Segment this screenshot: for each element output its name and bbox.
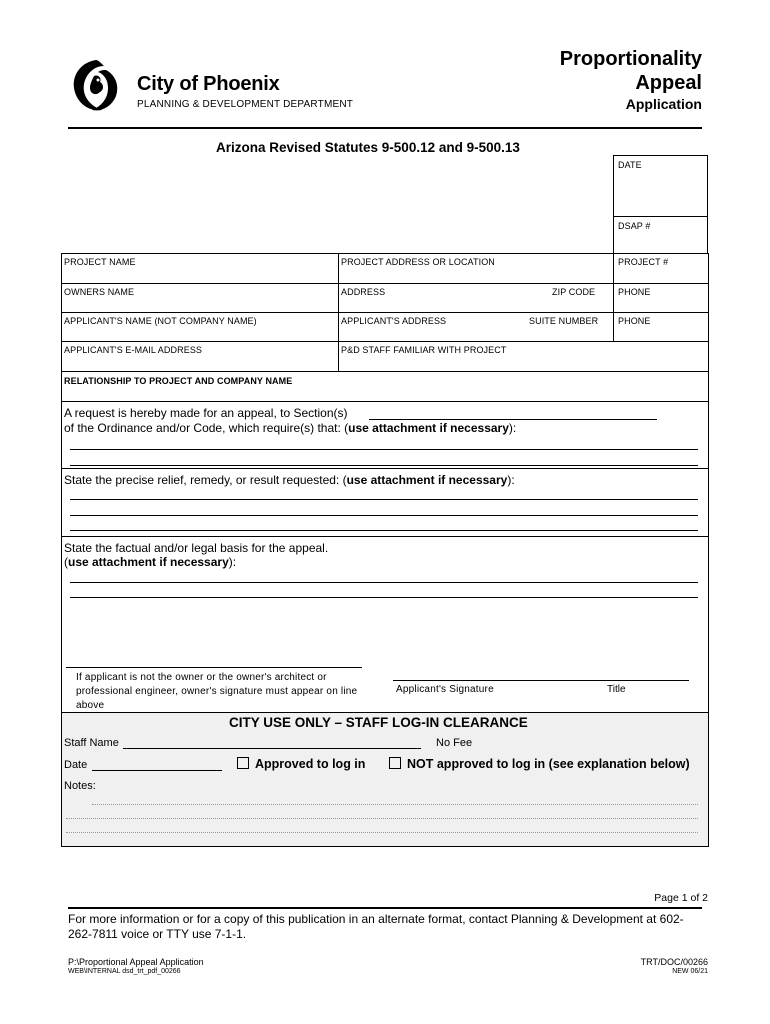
zip-code-label: ZIP CODE bbox=[552, 287, 596, 297]
doc-code: TRT/DOC/00266 bbox=[640, 957, 708, 967]
staff-familiar-field[interactable] bbox=[339, 342, 708, 371]
request-answer-line[interactable] bbox=[70, 449, 698, 450]
no-fee-label: No Fee bbox=[436, 737, 473, 749]
notes-line[interactable] bbox=[92, 804, 698, 805]
basis-attachment-note: use attachment if necessary bbox=[68, 555, 229, 569]
relief-attachment-suffix: ): bbox=[507, 473, 515, 487]
owner-signature-line[interactable] bbox=[66, 667, 362, 668]
relationship-field[interactable] bbox=[62, 372, 708, 401]
staff-name-label: Staff Name bbox=[64, 737, 119, 749]
form-subtitle: Application bbox=[625, 96, 702, 112]
attachment-suffix: ): bbox=[508, 421, 517, 435]
attachment-note: use attachment if necessary bbox=[348, 421, 509, 435]
date-label: DATE bbox=[618, 160, 642, 170]
owner-phone-label: PHONE bbox=[618, 287, 651, 297]
request-text: A request is hereby made for an appeal, to Section(s) bbox=[64, 406, 348, 420]
applicant-address-label: APPLICANT'S ADDRESS bbox=[341, 316, 447, 326]
basis-attachment bbox=[64, 555, 236, 569]
web-path: WEB\INTERNAL dsd_trt_pdf_00266 bbox=[68, 968, 181, 975]
date-box[interactable] bbox=[613, 155, 708, 217]
not-approved-checkbox-icon[interactable] bbox=[389, 757, 401, 769]
form-title-line1: Proportionality bbox=[559, 48, 702, 70]
staff-name-input[interactable] bbox=[123, 748, 421, 749]
project-name-label: PROJECT NAME bbox=[64, 257, 136, 267]
owners-name-label: OWNERS NAME bbox=[64, 287, 135, 297]
applicant-signature-line[interactable] bbox=[393, 680, 689, 681]
basis-answer-line[interactable] bbox=[70, 597, 698, 598]
city-use-panel bbox=[62, 713, 708, 846]
row-divider bbox=[61, 401, 709, 402]
page-number: Page 1 of 2 bbox=[654, 892, 708, 904]
basis-prompt: State the factual and/or legal basis for the appeal. bbox=[64, 541, 329, 555]
request-answer-line[interactable] bbox=[70, 465, 698, 466]
owner-phone-field[interactable] bbox=[614, 284, 708, 312]
date-label: Date bbox=[64, 759, 88, 771]
applicant-name-field[interactable] bbox=[62, 313, 338, 341]
applicant-address-field[interactable] bbox=[339, 313, 613, 341]
relationship-label: RELATIONSHIP TO PROJECT AND COMPANY NAME bbox=[64, 376, 293, 386]
applicant-name-label: APPLICANT'S NAME (NOT COMPANY NAME) bbox=[64, 316, 257, 326]
owners-name-field[interactable] bbox=[62, 284, 338, 312]
dept-name: PLANNING & DEVELOPMENT DEPARTMENT bbox=[137, 99, 354, 110]
section-input-line[interactable] bbox=[369, 419, 657, 420]
applicant-signature-label: Applicant's Signature bbox=[396, 684, 494, 695]
owner-address-label: ADDRESS bbox=[341, 287, 386, 297]
row-divider bbox=[61, 468, 709, 469]
request-line2 bbox=[64, 421, 516, 435]
relief-answer-line[interactable] bbox=[70, 515, 698, 516]
approved-option[interactable] bbox=[237, 757, 365, 771]
relief-answer-line[interactable] bbox=[70, 499, 698, 500]
notes-line[interactable] bbox=[66, 818, 698, 819]
not-approved-option[interactable] bbox=[389, 757, 690, 771]
project-number-field[interactable] bbox=[614, 254, 708, 283]
applicant-email-field[interactable] bbox=[62, 342, 338, 371]
project-name-field[interactable] bbox=[62, 254, 338, 283]
owner-address-field[interactable] bbox=[339, 284, 613, 312]
row-divider bbox=[61, 536, 709, 537]
suite-number-label: SUITE NUMBER bbox=[529, 316, 599, 326]
basis-attachment-suffix: ): bbox=[228, 555, 237, 569]
relief-prompt bbox=[64, 473, 515, 487]
basis-answer-line[interactable] bbox=[70, 582, 698, 583]
approved-checkbox-icon[interactable] bbox=[237, 757, 249, 769]
relief-attachment-note: use attachment if necessary bbox=[346, 473, 508, 487]
footer-rule bbox=[68, 907, 702, 909]
date-input[interactable] bbox=[92, 770, 222, 771]
notes-label: Notes: bbox=[64, 780, 96, 792]
request-line1 bbox=[64, 406, 348, 420]
file-path: P:\Proportional Appeal Application bbox=[68, 957, 204, 967]
applicant-phone-field[interactable] bbox=[614, 313, 708, 341]
dsap-box[interactable] bbox=[613, 216, 708, 254]
project-address-field[interactable] bbox=[339, 254, 613, 283]
header-rule bbox=[68, 127, 702, 129]
revision-date: NEW 06/21 bbox=[672, 968, 708, 975]
org-name: City of Phoenix bbox=[137, 73, 280, 95]
project-number-label: PROJECT # bbox=[618, 257, 669, 267]
not-approved-label: NOT approved to log in (see explanation below) bbox=[407, 757, 690, 771]
basis-open-paren: ( bbox=[64, 555, 68, 569]
applicant-email-label: APPLICANT'S E-MAIL ADDRESS bbox=[64, 345, 203, 355]
title-label: Title bbox=[607, 684, 626, 695]
project-address-label: PROJECT ADDRESS OR LOCATION bbox=[341, 257, 495, 267]
request-code-text: of the Ordinance and/or Code, which require(s) that: ( bbox=[64, 421, 349, 435]
staff-familiar-label: P&D STAFF FAMILIAR WITH PROJECT bbox=[341, 345, 507, 355]
footer-info: For more information or for a copy of this publication in an alternate format, contact Planning & Development at 602-262-7811 voice or TTY use 7-1-1. bbox=[68, 912, 684, 941]
form-title-line2: Appeal bbox=[635, 72, 702, 94]
dsap-label: DSAP # bbox=[618, 221, 651, 231]
owner-signature-note: If applicant is not the owner or the owner's architect or professional engineer, owner's signature must appear on line above bbox=[76, 672, 358, 711]
relief-text: State the precise relief, remedy, or result requested: ( bbox=[64, 473, 347, 487]
city-use-heading: CITY USE ONLY – STAFF LOG-IN CLEARANCE bbox=[229, 715, 528, 730]
approved-label: Approved to log in bbox=[255, 757, 366, 771]
applicant-phone-label: PHONE bbox=[618, 316, 651, 326]
statutes-heading: Arizona Revised Statutes 9-500.12 and 9-500.13 bbox=[216, 140, 520, 155]
notes-line[interactable] bbox=[66, 832, 698, 833]
relief-answer-line[interactable] bbox=[70, 530, 698, 531]
city-logo bbox=[66, 56, 126, 116]
